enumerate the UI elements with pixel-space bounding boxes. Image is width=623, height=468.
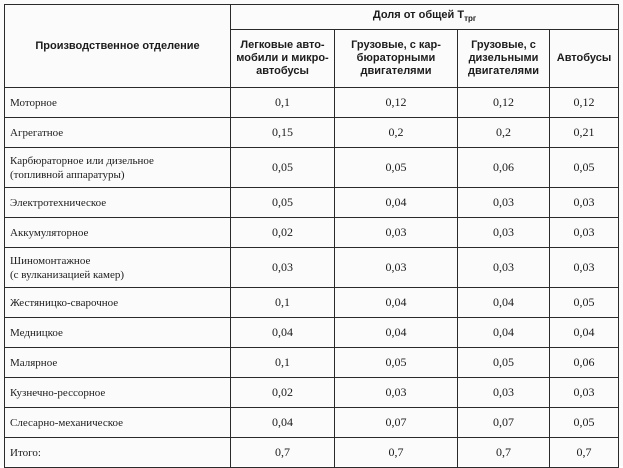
share-value-cell: 0,2 [335, 118, 458, 148]
table-body [5, 88, 619, 468]
share-value-cell: 0,05 [335, 148, 458, 188]
department-name-line: (топливной аппаратуры) [10, 168, 125, 181]
share-value-cell: 0,03 [231, 248, 335, 288]
share-value-cell: 0,03 [550, 378, 619, 408]
department-name-cell [5, 188, 231, 218]
department-name-line: Итого: [10, 446, 41, 459]
department-name-line: Карбюраторное или дизельное [10, 154, 154, 167]
share-value-cell: 0,03 [335, 218, 458, 248]
column-header-line: двигателями [360, 65, 432, 77]
department-column-header: Производственное отделение [5, 5, 231, 88]
share-value-cell: 0,04 [231, 318, 335, 348]
department-name-cell [5, 118, 231, 148]
column-header-line: Грузовые, с [471, 39, 536, 51]
share-value-cell: 0,04 [335, 288, 458, 318]
table-row [5, 318, 619, 348]
share-value-cell: 0,12 [550, 88, 619, 118]
share-value-cell: 0,03 [550, 248, 619, 288]
table-row [5, 218, 619, 248]
share-value-cell: 0,05 [550, 288, 619, 318]
department-name-line: Аккумуляторное [10, 226, 89, 239]
share-value-cell: 0,05 [335, 348, 458, 378]
share-value-cell: 0,03 [550, 188, 619, 218]
department-name-cell [5, 348, 231, 378]
share-value-cell: 0,06 [458, 148, 550, 188]
share-value-cell: 0,03 [458, 378, 550, 408]
department-name-line: Жестяницко-сварочное [10, 296, 119, 309]
share-value-cell: 0,05 [550, 148, 619, 188]
share-value-cell: 0,03 [550, 218, 619, 248]
table-row [5, 438, 619, 468]
share-value-cell: 0,12 [335, 88, 458, 118]
table-row [5, 188, 619, 218]
department-name-cell [5, 218, 231, 248]
column-header-line: дизельными [468, 52, 539, 64]
share-value-cell: 0,05 [550, 408, 619, 438]
table-row [5, 148, 619, 188]
share-value-cell: 0,12 [458, 88, 550, 118]
department-name-cell [5, 438, 231, 468]
department-name-line: Электротехническое [10, 196, 107, 209]
department-name-cell [5, 248, 231, 288]
share-value-cell: 0,7 [335, 438, 458, 468]
table-row [5, 348, 619, 378]
department-name-cell [5, 288, 231, 318]
column-header-line: автобусы [256, 65, 309, 77]
table-row [5, 118, 619, 148]
share-value-cell: 0,05 [231, 188, 335, 218]
department-name-cell [5, 378, 231, 408]
share-value-cell: 0,2 [458, 118, 550, 148]
department-name-line: Шиномонтажное [10, 254, 91, 267]
column-header-line: Автобусы [556, 52, 612, 64]
department-name-line: Кузнечно-рессорное [10, 386, 106, 399]
column-header-line: бюраторными [356, 52, 436, 64]
share-value-cell: 0,05 [231, 148, 335, 188]
share-value-cell: 0,7 [458, 438, 550, 468]
department-name-line: Агрегатное [10, 126, 64, 139]
share-value-cell: 0,15 [231, 118, 335, 148]
column-header-line: Грузовые, с кар- [351, 39, 441, 51]
share-value-cell: 0,03 [458, 218, 550, 248]
share-value-cell: 0,7 [231, 438, 335, 468]
labor-share-table [4, 4, 619, 468]
table-row [5, 248, 619, 288]
department-name-line: Слесарно-механическое [10, 416, 124, 429]
share-value-cell: 0,1 [231, 288, 335, 318]
table-row [5, 378, 619, 408]
table-header [5, 5, 619, 88]
share-value-cell: 0,04 [335, 188, 458, 218]
department-name-cell [5, 408, 231, 438]
share-value-cell: 0,04 [231, 408, 335, 438]
department-name-cell [5, 88, 231, 118]
share-value-cell: 0,06 [550, 348, 619, 378]
department-name-line: Малярное [10, 356, 58, 369]
share-value-cell: 0,1 [231, 88, 335, 118]
share-value-cell: 0,05 [458, 348, 550, 378]
department-name-cell [5, 318, 231, 348]
share-value-cell: 0,04 [335, 318, 458, 348]
share-value-cell: 0,03 [458, 248, 550, 288]
column-header-line: мобили и микро- [236, 52, 329, 64]
table-row [5, 408, 619, 438]
share-value-cell: 0,04 [458, 288, 550, 318]
trucks-carburetor-column-header [335, 30, 458, 88]
share-value-cell: 0,02 [231, 378, 335, 408]
department-name-line: (с вулканизацией камер) [10, 268, 125, 281]
share-value-cell: 0,04 [550, 318, 619, 348]
share-value-cell: 0,03 [458, 188, 550, 218]
department-name-cell [5, 148, 231, 188]
column-header-line: Легковые авто- [240, 39, 325, 51]
department-name-line: Медницкое [10, 326, 63, 339]
table-row [5, 288, 619, 318]
share-value-cell: 0,7 [550, 438, 619, 468]
column-header-line: двигателями [467, 65, 540, 77]
share-value-cell: 0,04 [458, 318, 550, 348]
department-name-line: Моторное [10, 96, 57, 109]
share-group-label: Доля от общей Т [372, 8, 465, 21]
share-group-subscript: трг [464, 14, 477, 24]
share-value-cell: 0,03 [335, 378, 458, 408]
share-value-cell: 0,07 [458, 408, 550, 438]
share-value-cell: 0,07 [335, 408, 458, 438]
share-value-cell: 0,21 [550, 118, 619, 148]
share-value-cell: 0,02 [231, 218, 335, 248]
trucks-diesel-column-header [458, 30, 550, 88]
share-group-header [231, 5, 619, 30]
share-value-cell: 0,03 [335, 248, 458, 288]
buses-column-header [550, 30, 619, 88]
passenger-cars-column-header [231, 30, 335, 88]
table-row [5, 88, 619, 118]
share-value-cell: 0,1 [231, 348, 335, 378]
